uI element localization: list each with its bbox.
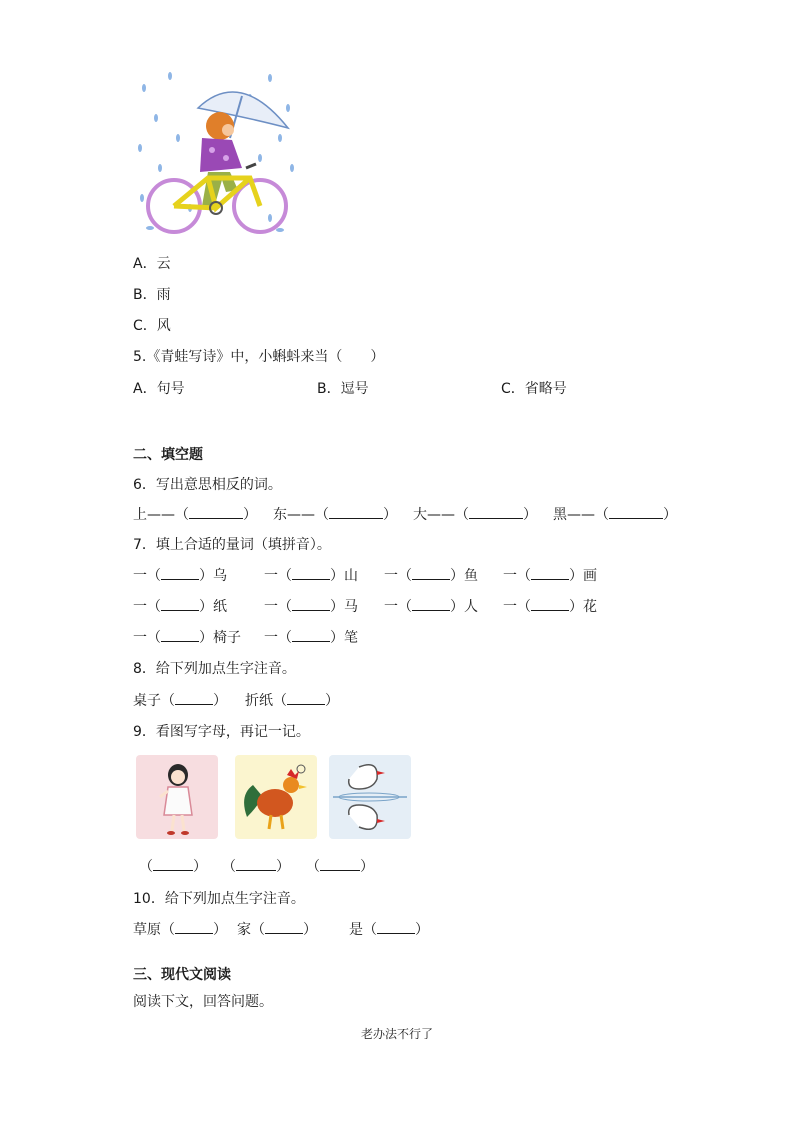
q7-noun: 山	[344, 568, 358, 584]
close-paren: ）	[193, 859, 207, 875]
q5-option-c[interactable]: C．省略号	[501, 381, 567, 397]
q7-noun: 椅子	[213, 630, 241, 646]
passage-title: 老办法不行了	[360, 1027, 433, 1041]
q7-item	[264, 598, 358, 616]
answer-blank[interactable]	[153, 858, 193, 871]
q7-item	[264, 567, 358, 585]
yi-paren: 一（	[384, 568, 412, 584]
rain-bike-illustration	[130, 68, 300, 238]
close-paren: ）	[569, 568, 583, 584]
yi-paren: 一（	[264, 599, 292, 615]
q6-item-2	[273, 506, 397, 524]
q10-item-label: 草原（	[133, 922, 175, 938]
q4-option-a[interactable]: A．云	[133, 256, 171, 272]
yi-paren: 一（	[503, 568, 531, 584]
yi-paren: 一（	[133, 568, 161, 584]
close-paren: ）	[663, 507, 677, 523]
q4-option-b[interactable]: B．雨	[133, 287, 171, 303]
close-paren: ）	[523, 507, 537, 523]
q7-item	[503, 598, 597, 616]
yi-paren: 一（	[384, 599, 412, 615]
q4-option-c[interactable]: C．风	[133, 318, 171, 334]
q8-item-label: 折纸（	[245, 693, 287, 709]
q6-item-label: 黑——（	[553, 507, 609, 523]
close-paren: ）	[450, 568, 464, 584]
close-paren: ）	[415, 922, 429, 938]
yi-paren: 一（	[264, 630, 292, 646]
close-paren: ）	[199, 568, 213, 584]
q10-item-label: 家（	[237, 922, 265, 938]
close-paren: ）	[303, 922, 317, 938]
close-paren: ）	[199, 630, 213, 646]
q7-noun: 纸	[213, 599, 227, 615]
q7-item	[133, 567, 227, 585]
q7-item	[133, 598, 227, 616]
close-paren: ）	[325, 693, 339, 709]
answer-blank[interactable]	[236, 858, 276, 871]
q7-noun: 笔	[344, 630, 358, 646]
q10-stem: 10．给下列加点生字注音。	[133, 891, 305, 907]
q10-item-2	[237, 921, 317, 939]
answer-blank[interactable]	[175, 692, 213, 705]
q6-item-label: 上——（	[133, 507, 189, 523]
q5-option-b[interactable]: B．逗号	[317, 381, 369, 397]
q10-item-3	[349, 921, 429, 939]
q9-stem: 9．看图写字母，再记一记。	[133, 724, 310, 740]
q7-noun: 花	[583, 599, 597, 615]
yi-paren: 一（	[133, 630, 161, 646]
q7-noun: 乌	[213, 568, 227, 584]
swan-picture	[329, 755, 411, 839]
q7-stem: 7．填上合适的量词（填拼音）。	[133, 537, 331, 553]
section-title-reading: 三、现代文阅读	[133, 967, 231, 983]
q6-item-label: 东——（	[273, 507, 329, 523]
q6-stem: 6．写出意思相反的词。	[133, 477, 282, 493]
close-paren: ）	[213, 693, 227, 709]
answer-blank[interactable]	[175, 921, 213, 934]
answer-blank[interactable]	[412, 567, 450, 580]
q6-item-label: 大——（	[413, 507, 469, 523]
answer-blank[interactable]	[265, 921, 303, 934]
answer-blank[interactable]	[292, 567, 330, 580]
answer-blank[interactable]	[609, 506, 663, 519]
q9-answer-3	[306, 858, 374, 876]
open-paren: （	[222, 859, 236, 875]
close-paren: ）	[450, 599, 464, 615]
rooster-picture	[235, 755, 317, 839]
yi-paren: 一（	[133, 599, 161, 615]
answer-blank[interactable]	[469, 506, 523, 519]
answer-blank[interactable]	[531, 567, 569, 580]
answer-blank[interactable]	[412, 598, 450, 611]
answer-blank[interactable]	[292, 629, 330, 642]
q7-noun: 画	[583, 568, 597, 584]
section-title-fill-in: 二、填空题	[133, 447, 203, 463]
close-paren: ）	[360, 859, 374, 875]
q7-noun: 马	[344, 599, 358, 615]
close-paren: ）	[569, 599, 583, 615]
answer-blank[interactable]	[329, 506, 383, 519]
q7-item	[133, 629, 241, 647]
q7-noun: 人	[464, 599, 478, 615]
q5-stem: 5.《青蛙写诗》中，小蝌蚪来当（ ）	[133, 349, 385, 365]
q5-option-a[interactable]: A．句号	[133, 381, 185, 397]
close-paren: ）	[213, 922, 227, 938]
open-paren: （	[139, 859, 153, 875]
answer-blank[interactable]	[161, 567, 199, 580]
q6-item-4	[553, 506, 677, 524]
close-paren: ）	[330, 630, 344, 646]
close-paren: ）	[199, 599, 213, 615]
answer-blank[interactable]	[377, 921, 415, 934]
girl-picture	[136, 755, 218, 839]
yi-paren: 一（	[264, 568, 292, 584]
answer-blank[interactable]	[189, 506, 243, 519]
answer-blank[interactable]	[320, 858, 360, 871]
q7-item	[384, 598, 478, 616]
reading-instruction: 阅读下文，回答问题。	[133, 994, 273, 1010]
close-paren: ）	[383, 507, 397, 523]
q7-item	[264, 629, 358, 647]
q7-noun: 鱼	[464, 568, 478, 584]
close-paren: ）	[330, 568, 344, 584]
yi-paren: 一（	[503, 599, 531, 615]
q7-item	[503, 567, 597, 585]
q8-stem: 8．给下列加点生字注音。	[133, 661, 296, 677]
q10-item-1	[133, 921, 227, 939]
answer-blank[interactable]	[161, 629, 199, 642]
q6-item-3	[413, 506, 537, 524]
q8-item-2	[245, 692, 339, 710]
q9-answer-2	[222, 858, 290, 876]
close-paren: ）	[330, 599, 344, 615]
q9-answer-1	[139, 858, 207, 876]
answer-blank[interactable]	[287, 692, 325, 705]
answer-blank[interactable]	[161, 598, 199, 611]
close-paren: ）	[276, 859, 290, 875]
answer-blank[interactable]	[531, 598, 569, 611]
answer-blank[interactable]	[292, 598, 330, 611]
q10-item-label: 是（	[349, 922, 377, 938]
q7-item	[384, 567, 478, 585]
close-paren: ）	[243, 507, 257, 523]
q6-item-1	[133, 506, 257, 524]
q8-item-1	[133, 692, 227, 710]
open-paren: （	[306, 859, 320, 875]
q8-item-label: 桌子（	[133, 693, 175, 709]
